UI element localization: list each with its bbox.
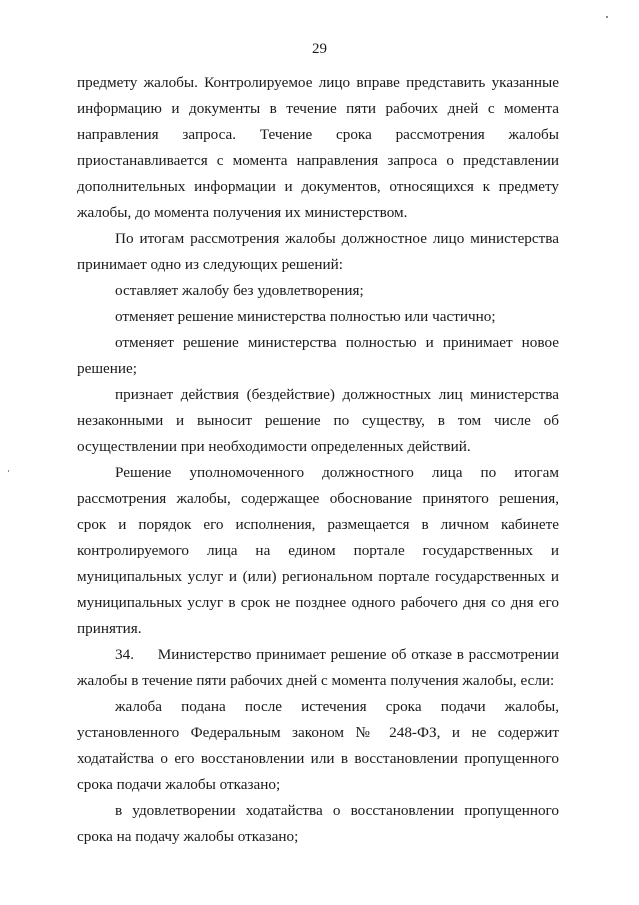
paragraph-refusal-deadline: жалоба подана после истечения срока подачи жалобы, установленного Федеральным законом № 248-ФЗ, и не содержит ходатайства о его восстановлении или в восстановлении пропущенного срока подачи жалобы отказано; [77, 698, 559, 793]
scan-artifact-top-right [606, 16, 608, 18]
paragraph-item-34: 34. Министерство принимает решение об отказе в рассмотрении жалобы в течение пяти рабочих дней с момента получения жалобы, если: [77, 646, 559, 689]
paragraph-decision-intro: По итогам рассмотрения жалобы должностное лицо министерства принимает одно из следующих решений: [77, 230, 559, 273]
paragraph-option-illegal: признает действия (бездействие) должностных лиц министерства незаконными и выносит решение по существу, в том числе об осуществлении при необходимости определенных действий. [77, 386, 559, 455]
paragraph-option-leave: оставляет жалобу без удовлетворения; [115, 282, 364, 299]
paragraph-refusal-petition: в удовлетворении ходатайства о восстановлении пропущенного срока на подачу жалобы отказано; [77, 802, 559, 845]
paragraph-complaint-subject: предмету жалобы. Контролируемое лицо вправе представить указанные информацию и документы в течение пяти рабочих дней с момента направления запроса. Течение срока рассмотрения жалобы приостанавливается с момента направления запроса о представлении дополнительных информации и документов, относящихся к предмету жалобы, до момента получения их министерством. [77, 74, 559, 221]
document-body [77, 70, 559, 850]
scan-artifact-left [8, 470, 9, 472]
paragraph-option-cancel: отменяет решение министерства полностью или частично; [115, 308, 496, 325]
paragraph-option-cancel-new: отменяет решение министерства полностью и принимает новое решение; [77, 334, 559, 377]
page-number: 29 [312, 41, 327, 57]
paragraph-decision-publication: Решение уполномоченного должностного лица по итогам рассмотрения жалобы, содержащее обоснование принятого решения, срок и порядок его исполнения, размещается в личном кабинете контролируемого лица на едином портале государственных и муниципальных услуг и (или) региональном портале государственных и муниципальных услуг в срок не позднее одного рабочего дня со дня его принятия. [77, 464, 559, 637]
